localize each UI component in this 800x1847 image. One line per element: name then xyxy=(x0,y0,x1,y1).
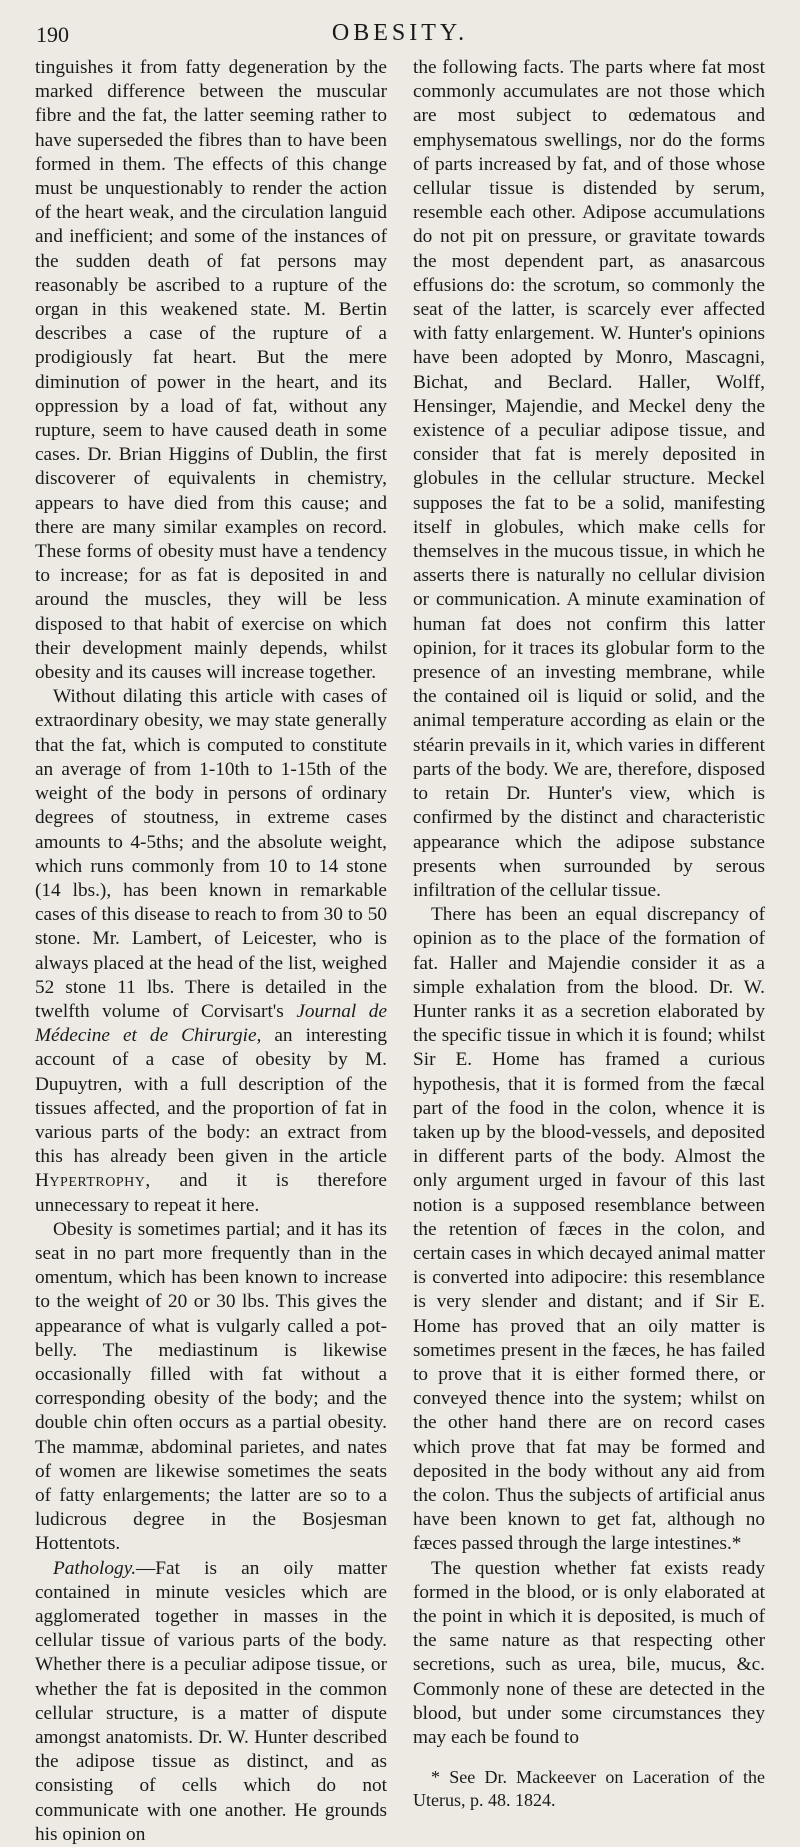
right-column xyxy=(413,56,765,1812)
running-head: OBESITY. xyxy=(331,20,469,46)
journal-title: Journal de Médecine et de Chirurgie, xyxy=(35,1000,388,1047)
paragraph xyxy=(35,685,387,1217)
text-run: Without dilating this article with cases of extraordinary obesity, we may state generally that the fat, which is computed to constitute an average of from 1-10th to 1-15th of the weight of the body in persons of ordinary degrees of stoutness, in extreme cases amounts to 4-5ths; and the absolute weight, which runs commonly from 10 to 14 stone (14 lbs.), has been known in remarkable cases of this disease to reach to from 30 to 50 stone. Mr. Lambert, of Leicester, who is always placed at the head of the list, weighed 52 stone 11 lbs. There is detailed in the twelfth volume of Corvisart's xyxy=(35,686,387,1022)
cross-reference: Hypertrophy, xyxy=(35,1170,151,1192)
paragraph xyxy=(35,1557,387,1847)
paragraph: Obesity is sometimes partial; and it has its seat in no part more frequently than in the omentum, which has been known to increase to the weight of 20 or 30 lbs. This gives the appearance of what is vulgarly called a pot-belly. The mediastinum is likewise occasionally filled with fat without a corresponding obesity of the body; and the double chin often occurs as a partial obesity. The mammæ, abdominal parietes, and nates of women are likewise sometimes the seats of fatty enlargements; the latter are so to a ludicrous degree in the Bosjesman Hottentots. xyxy=(35,1218,387,1555)
text-run: an interesting account of a case of obesity by M. Dupuytren, with a full description of the tissues affected, and the proportion of fat in various parts of the body: an extract from this has already been given in the article xyxy=(35,1025,387,1168)
text-run: and it is therefore unnecessary to repeat it here. xyxy=(35,1170,387,1216)
paragraph: the following facts. The parts where fat most commonly accumulates are not those which are most subject to œdematous and emphysematous swellings, nor do the forms of parts increased by fat, and of those whose cellular tissue is distended by serum, resemble each other. Adipose accumulations do not pit on pressure, or gravitate towards the most dependent part, as anasarcous effusions do: the scrotum, so commonly the seat of the latter, is scarcely ever affected with fatty enlargement. W. Hunter's opinions have been adopted by Monro, Mascagni, Bichat, and Beclard. Haller, Wolff, Hensinger, Majendie, and Meckel deny the existence of a peculiar adipose tissue, and consider that fat is merely deposited in globules in the cellular structure. Meckel supposes the fat to be a solid, manifesting itself in globules, which make cells for themselves in the mucous tissue, in which he asserts there is naturally no cellular division or communication. A minute examination of human fat does not confirm this latter opinion, for it traces its globular form to the presence of an investing membrane, while the contained oil is liquid or solid, and the animal temperature according as elain or the stéarin prevails in it, which varies in different parts of the body. We are, therefore, disposed to retain Dr. Hunter's view, which is confirmed by the distinct and characteristic appearance which the adipose substance presents when surrounded by serous infiltration of the cellular tissue. xyxy=(413,57,765,901)
paragraph: There has been an equal discrepancy of opinion as to the place of the formation of fat. Haller and Majendie consider it as a simple exhalation from the blood. Dr. W. Hunter ranks it as a secretion elaborated by the specific tissue in which it is found; whilst Sir E. Home has framed a curious hypothesis, that it is formed from the fæcal part of the food in the colon, whence it is taken up by the blood-vessels, and deposited in different parts of the body. Almost the only argument urged in favour of this last notion is a supposed resemblance between the retention of fæces in the colon, and certain cases in which decayed animal matter is converted into adipocire: this resemblance is very slender and distant; and if Sir E. Home has proved that an oily matter is sometimes present in the fæces, he has failed to prove that it is either formed there, or conveyed thence into the system; whilst on the other hand there are on record cases which prove that fat may be formed and deposited in the body without any aid from the colon. Thus the subjects of artificial anus have been known to get fat, although no fæces passed through the large intestines.* xyxy=(413,904,765,1555)
footnote: * See Dr. Mackeever on Laceration of the Uterus, p. 48. 1824. xyxy=(413,1767,765,1811)
left-column xyxy=(35,56,387,1847)
section-label: Pathology. xyxy=(53,1557,137,1579)
paragraph: The question whether fat exists ready formed in the blood, or is only elaborated at the point in which it is deposited, is much of the same nature as that respecting other secretions, such as urea, bile, mucus, &c. Commonly none of these are detected in the blood, but under some circumstances they may each be found to xyxy=(413,1557,765,1749)
page-number: 190 xyxy=(36,22,69,47)
text-run: —Fat is an oily matter contained in minute vesicles which are agglomerated together in masses in the cellular tissue of various parts of the body. Whether there is a peculiar adipose tissue, or whether the fat is deposited in the common cellular structure, is a matter of dispute amongst anatomists. Dr. W. Hunter described the adipose tissue as distinct, and as consisting of cells which do not communicate with one another. He grounds his opinion on xyxy=(35,1557,387,1845)
paragraph: tinguishes it from fatty degeneration by the marked difference between the muscular fibre and the fat, the latter seeming rather to have superseded the fibres than to have been formed in them. The effects of this change must be unquestionably to render the action of the heart weak, and the circulation languid and inefficient; and some of the instances of the sudden death of fat persons may reasonably be ascribed to a rupture of the organ in this weakened state. M. Bertin describes a case of the rupture of a prodigiously fat heart. But the mere diminution of power in the heart, and its oppression by a load of fat, without any rupture, seem to have caused death in some cases. Dr. Brian Higgins of Dublin, the first discoverer of equivalents in chemistry, appears to have died from this cause; and there are many similar examples on record. These forms of obesity must have a tendency to increase; for as fat is deposited in and around the muscles, they will be less disposed to that habit of exercise on which their development mainly depends, whilst obesity and its causes will increase together. xyxy=(35,57,387,684)
